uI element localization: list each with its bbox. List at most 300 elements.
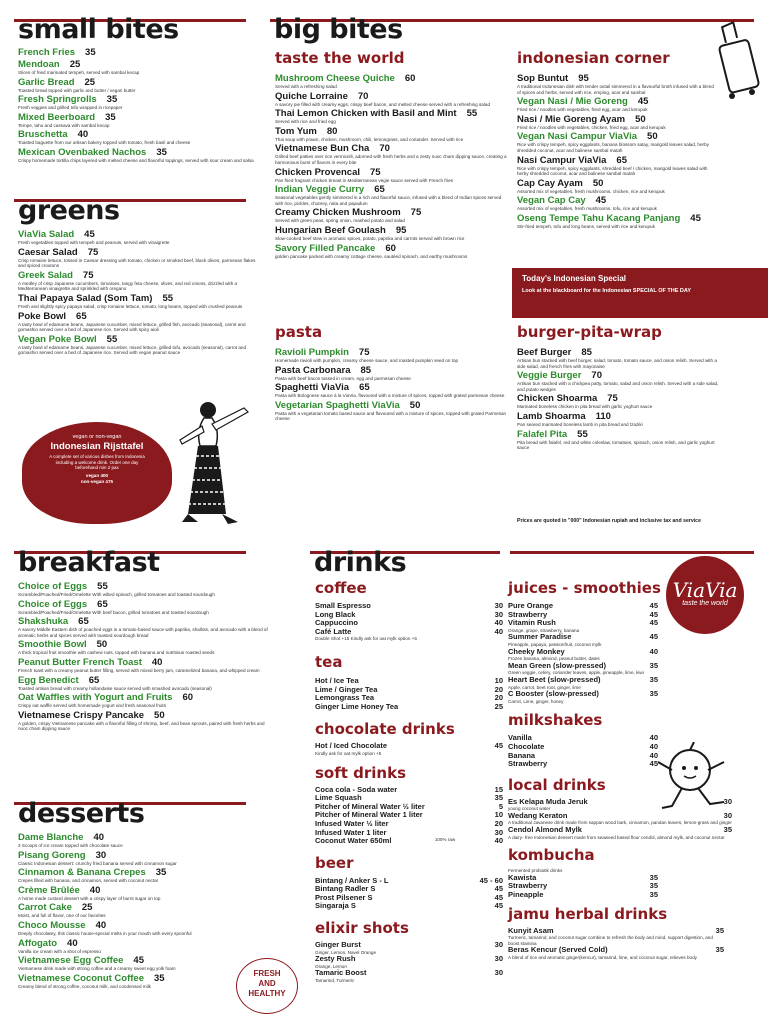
item-name: Choco Mousse (18, 919, 86, 931)
drink-name: Long Black (315, 609, 356, 619)
drink-price: 45 (649, 601, 658, 610)
drink-row (508, 633, 658, 642)
item-description: Moist, and full of flavor, one of our favorites (18, 913, 106, 919)
menu-item-head (18, 850, 240, 861)
menu-item-head (517, 195, 717, 206)
drink-description: Ginger, Lemon, Navel Orange (315, 949, 377, 955)
item-name: Egg Benedict (18, 674, 79, 686)
item-price: 70 (591, 370, 602, 382)
menu-item (18, 334, 264, 356)
item-description: Deeply chocolatey, this classic house-special melts in your mouth with every spoonful (18, 930, 192, 936)
item-description: Served with rice and fried egg (275, 119, 336, 125)
menu-item (18, 293, 264, 310)
item-price: 60 (182, 692, 194, 704)
menu-item-head (517, 370, 723, 381)
drink-name: Wedang Keraton (508, 810, 568, 820)
menu-item-head (275, 207, 507, 218)
item-description: A tasty bowl of edamame beans, Japanese cucumber, mixed lettuce, grilled fish, avocado (seasonal), carrot and gomashio served over a bed of Japanese rice. Served with spicy aioli (18, 321, 246, 333)
item-price: 50 (154, 709, 165, 721)
burger-section (517, 324, 723, 452)
menu-item (18, 885, 240, 902)
item-description: A medley of crisp Japanese cucumbers, tomatoes, tangy feta cheese, olives, and red onions, drizzled with a Mediterranean vinaigrette and sprinkled with oregano (18, 280, 238, 292)
item-price: 45 (690, 212, 701, 224)
subsection-title-indonesian: indonesian corner (517, 49, 670, 67)
item-name: Vegan Poke Bowl (18, 333, 97, 345)
item-description: Seasonal vegetables gently simmered in a rich and flavorful sauce, infused with a blend of Indian spices served with rice, pickles, chutney, raita and papadum (275, 195, 502, 206)
menu-item (18, 47, 266, 58)
menu-item-head (517, 178, 717, 189)
drink-row (315, 837, 503, 846)
drink-row (508, 648, 658, 657)
item-description: Assorted mix of vegetables, fresh mushrooms, tofu, rice and kerupuk (517, 206, 657, 212)
dancer-illustration (166, 396, 258, 531)
drink-price: 35 (494, 793, 503, 803)
item-price: 75 (410, 207, 422, 219)
menu-item (275, 167, 507, 184)
desserts-list (18, 832, 240, 989)
item-name: Poke Bowl (18, 310, 67, 322)
item-price: 75 (358, 347, 370, 358)
drink-name: Singaraja S (315, 901, 356, 911)
item-description: Pasta with beef bacon tossed in cream, egg and parmesan cheese (275, 375, 411, 381)
drink-price: 45 (649, 632, 658, 642)
drink-row (315, 902, 503, 911)
price-note: Prices are quoted in "000" Indonesian rupiah and inclusive tax and service (517, 518, 701, 524)
item-name: Fresh Springrolls (18, 94, 97, 106)
drink-row (508, 662, 658, 671)
drink-name: Cappuccino (315, 618, 358, 628)
drink-price: 45 (494, 901, 503, 911)
item-description: Thai soup with prawn, chicken, mushroom, chili, lemongrass, and coriander. Served with rice (275, 136, 464, 142)
small-bites-list (18, 47, 266, 164)
item-description: Crisp romaine lettuce, tossed in Caesar dressing with tomato, chicken or smoked beef, black olives, parmesan flakes and spiced croutons (18, 257, 256, 269)
drink-price: 20 (494, 684, 503, 694)
menu-item-head (275, 167, 507, 178)
item-price: 45 (84, 229, 95, 240)
menu-item (275, 243, 507, 260)
item-description: Pasta with a vegetarian tomato based sauce and flavoured with a mixture of spices, topped with grated Parmesan cheese (275, 410, 507, 422)
menu-item-head (18, 247, 264, 258)
menu-item (18, 675, 268, 692)
item-price: 40 (89, 884, 101, 896)
menu-item-head (517, 411, 723, 422)
item-price: 65 (97, 598, 108, 610)
item-price: 40 (67, 937, 78, 949)
menu-item (517, 213, 717, 230)
item-name: Mendoan (18, 59, 60, 70)
item-price: 35 (155, 867, 167, 879)
item-price: 80 (326, 125, 338, 137)
item-name: Carrot Cake (18, 902, 72, 914)
special-title: Today's Indonesian Special (522, 274, 627, 283)
menu-item-head (18, 675, 268, 686)
item-description: Pasta with Bolognese sauce à la ViaVia, flavoured with a mixture of spices, topped with grated parmesan cheese (275, 393, 505, 399)
drink-price: 10 (494, 675, 503, 685)
item-description: A tasty bowl of edamame beans, Japanese cucumber, mixed lettuce, grilled tofu, avocado (seasonal), carrot and gomashio served over a bed of Japanese rice. Served with vegan peanut sauce (18, 344, 247, 356)
drink-name: Pineapple (508, 890, 544, 900)
menu-item-head (517, 213, 717, 224)
drink-row (315, 742, 503, 751)
menu-item (18, 311, 264, 333)
item-price: 30 (95, 849, 107, 861)
item-name: Oseng Tempe Tahu Kacang Panjang (517, 212, 681, 224)
item-description: Scrambled/Poached/Fried/Omelette With beef bacon, grilled tomatoes and toasted sourdough (18, 609, 209, 615)
drink-row (315, 628, 503, 637)
drink-price: 20 (494, 693, 503, 703)
fresh-and-healthy-badge (236, 958, 298, 1014)
item-description: French toast with a creamy peanut butter filling, served with mixed berry jam, caramelized banana, and whipped cream (18, 667, 260, 673)
menu-item (18, 920, 240, 937)
item-price: 40 (77, 129, 89, 141)
drink-price: 30 (494, 968, 503, 978)
drink-price: 35 (649, 881, 658, 891)
drink-price: 35 (723, 825, 732, 835)
drink-name: Bintang Radler S (315, 884, 376, 894)
menu-item (18, 581, 268, 598)
subsection-title-local-drinks: local drinks (508, 775, 606, 794)
item-description: Artisan bun stacked with beef burger, salad, tomato, tomato sauce, and onion relish. Served with a side salad, and french fries with mayonaise (517, 358, 717, 369)
menu-item-head (517, 96, 717, 107)
item-name: Nasi Campur ViaVia (517, 154, 607, 166)
breakfast-section (18, 549, 268, 733)
item-price: 75 (370, 166, 381, 178)
menu-item-head (18, 129, 266, 140)
drink-price: 15 (494, 784, 503, 794)
drink-name: Café Latte (315, 626, 352, 636)
drink-name: C Booster (slow-pressed) (508, 689, 599, 699)
menu-item (275, 347, 507, 364)
drink-price: 45 (649, 618, 658, 628)
drink-price: 40 (649, 646, 658, 656)
item-price: 65 (76, 310, 87, 322)
viavia-logo (666, 556, 744, 634)
item-description: Served with a refreshing salad (275, 84, 337, 89)
item-name: French Fries (18, 47, 76, 58)
item-price: 45 (133, 955, 144, 967)
item-name: Caesar Salad (18, 246, 78, 258)
item-price: 75 (82, 269, 94, 281)
drink-price: 45 (649, 759, 658, 769)
menu-item-head (275, 91, 507, 102)
item-description: Served with green peas, spring onion, mashed potato and salad (275, 218, 405, 224)
menu-item-head (517, 73, 717, 84)
item-name: Shakshuka (18, 616, 69, 628)
drink-price: 30 (723, 810, 732, 820)
item-price: 60 (385, 242, 396, 254)
item-description: A home made custard dessert with a crispy layer of burnt sugar on top (18, 895, 161, 901)
drink-price: 35 (649, 872, 658, 882)
menu-item (18, 77, 266, 94)
drink-name: Summer Paradise (508, 632, 572, 642)
menu-item-head (18, 77, 266, 88)
item-name: Pisang Goreng (18, 849, 86, 861)
menu-item (275, 91, 507, 108)
drink-name: Strawberry (508, 881, 548, 891)
drink-name: Pure Orange (508, 601, 554, 610)
drink-row (508, 826, 732, 835)
burger-list (517, 347, 723, 451)
item-name: ViaVia Salad (18, 229, 75, 240)
drink-price: 40 (494, 618, 503, 628)
drink-name: Bintang / Anker S - L (315, 875, 389, 885)
drink-row (508, 927, 724, 936)
drink-price: 40 (649, 741, 658, 751)
item-price: 35 (154, 972, 165, 984)
item-description: Crispy homemade tortilla chips layered with melted cheese and flavorful toppings, served with sour cream and salsa (18, 157, 254, 163)
menu-item-head (18, 710, 268, 721)
drink-description: Pineapple, papaya, passionfruit, coconut mylk (508, 641, 602, 647)
menu-item-head (18, 692, 268, 703)
item-name: Creamy Chicken Mushroom (275, 207, 401, 219)
item-description: Tempe, tahu and cassava with sambal kecap (18, 122, 110, 128)
menu-item (517, 73, 717, 95)
drink-price: 40 (649, 733, 658, 743)
drink-name: Hot / Iced Chocolate (315, 741, 388, 751)
item-description: A traditional Indonesian dish with tender oxtail simmered in a flavourful broth infused with a blend of spices and herbs, served with rice, emping, acar and sambal (517, 84, 714, 95)
kombucha-note: Fermented probiotik drinks (508, 868, 563, 874)
big-bites-title-wrap (274, 16, 403, 43)
item-price: 35 (106, 94, 118, 106)
menu-item (18, 639, 268, 656)
item-price: 70 (379, 143, 390, 155)
drink-price: 45 (649, 609, 658, 619)
menu-item (517, 429, 723, 451)
subsection-title-soft-drinks: soft drinks (315, 763, 407, 782)
subsection-title-jamu: jamu herbal drinks (508, 904, 668, 923)
item-description: Fried rice / noodles with vegetables, chicken, fried egg, acar and kerupuk (517, 124, 666, 130)
menu-item-head (275, 400, 507, 411)
item-price: 25 (84, 76, 96, 88)
drink-name: Cendol Almond Mylk (508, 825, 582, 835)
menu-item (517, 155, 717, 177)
item-name: Falafel Pita (517, 428, 568, 440)
menu-item-head (18, 311, 264, 322)
drink-name: Es Kelapa Muda Jeruk (508, 796, 588, 806)
desserts-section (18, 800, 240, 990)
subsection-title-milkshakes: milkshakes (508, 711, 603, 730)
drink-name: Vitamin Rush (508, 618, 556, 628)
menu-item (18, 938, 240, 955)
drink-name: Lime Squash (315, 793, 362, 803)
menu-item-head (275, 365, 507, 376)
item-price: 35 (156, 146, 167, 158)
item-description: Fried rice / noodles with vegetables, fried egg, acar and kerupuk (517, 107, 648, 113)
drink-name: Ginger Lime Honey Tea (315, 701, 399, 711)
item-price: 45 (637, 96, 649, 108)
menu-item-head (18, 599, 268, 610)
subsection-title-chocolate: chocolate drinks (315, 720, 455, 739)
drink-name: Zesty Rush (315, 954, 356, 964)
item-description: Crepes filled with banana, and cinnamon, served with coconut nectar (18, 878, 159, 884)
fresh-word: FRESH (253, 969, 281, 978)
menu-item-head (18, 938, 240, 949)
item-description: Stir-fried tempeh, tofu and long beans, served with rice and kerupuk (517, 223, 655, 229)
special-of-the-day-box (512, 268, 768, 318)
drink-row (315, 969, 503, 978)
item-name: Indian Veggie Curry (275, 184, 365, 196)
menu-item-head (18, 885, 240, 896)
item-description: Creamy blend of strong coffee, coconut milk, and condensed milk (18, 983, 151, 989)
item-name: Pasta Carbonara (275, 364, 351, 376)
item-name: Thai Papaya Salad (Som Tam) (18, 292, 153, 304)
subsection-title-pasta: pasta (275, 323, 323, 341)
menu-item (517, 347, 723, 369)
menu-item (18, 147, 266, 164)
menu-item (18, 955, 240, 972)
drink-price: 40 (649, 750, 658, 760)
item-description: Pan seared marinated boneless lamb in pita bread and tzaziki (517, 421, 643, 427)
menu-item (275, 207, 507, 224)
suitcase-icon (718, 14, 762, 104)
item-description: A thick tropical fruit smoothie with cashew nuts, topped with banana and nutritious roasted seeds (18, 650, 215, 656)
menu-item-head (18, 867, 240, 878)
running-apple-illustration (650, 742, 740, 814)
menu-item-head (275, 184, 507, 195)
drink-price: 45 (494, 741, 503, 751)
item-description: Toasted bread topped with garlic and butter / vegan butter (18, 87, 136, 93)
drink-description: Apple, carrot, beet root, ginger, lime (508, 684, 581, 690)
item-name: Lamb Shoarma (517, 410, 586, 422)
item-description: Fresh and slightly spicy papaya salad, crisp romaine lettuce, tomato, long beans, topped with crushed peanuts (18, 303, 243, 309)
subsection-title-coffee: coffee (315, 579, 367, 597)
item-name: Vegan Nasi Campur ViaVia (517, 131, 638, 143)
item-price: 50 (647, 131, 658, 143)
menu-item (275, 365, 507, 382)
drink-price: 20 (494, 818, 503, 828)
menu-item (18, 657, 268, 674)
item-description: Vanilla ice cream with a shot of espresso (18, 948, 101, 954)
special-desc: Look at the blackboard for the Indonesian SPECIAL OF THE DAY (522, 288, 691, 294)
item-price: 50 (592, 177, 604, 189)
drink-name: Chocolate (508, 741, 545, 751)
tea-list (315, 677, 503, 711)
item-price: 40 (95, 919, 107, 931)
menu-item-head (18, 334, 264, 345)
indo-list (517, 73, 717, 230)
item-price: 50 (96, 639, 108, 651)
item-name: Vietnamese Egg Coffee (18, 955, 124, 967)
drink-description: Frozen banana, almond, peanut butter, dates (508, 656, 600, 662)
menu-item (18, 247, 264, 269)
menu-item-head (275, 382, 507, 393)
menu-item (18, 599, 268, 616)
drink-name: Ginger Burst (315, 940, 361, 950)
drink-price: 35 (649, 890, 658, 900)
drink-name: Beras Kencur (Served Cold) (508, 945, 608, 955)
menu-item-head (275, 108, 507, 119)
drink-name: Strawberry (508, 609, 548, 619)
drink-price: 30 (494, 954, 503, 964)
subsection-title-elixir: elixir shots (315, 919, 409, 938)
item-name: Beef Burger (517, 347, 572, 358)
drink-row (508, 946, 724, 955)
item-name: Choice of Eggs (18, 598, 88, 610)
item-name: Bruschetta (18, 129, 68, 141)
beer-list (315, 877, 503, 911)
drink-name: Tamaric Boost (315, 968, 367, 978)
rijsttafel-title: Indonesian Rijsttafel (50, 441, 144, 452)
item-price: 55 (97, 581, 108, 592)
drink-name: Infused Water ½ liter (315, 818, 389, 828)
item-name: Garlic Bread (18, 76, 75, 88)
menu-item (517, 393, 723, 410)
drink-row (315, 941, 503, 950)
item-description: Crispy oat waffle served with homemade yogurt and fresh seasonal fruits (18, 703, 167, 709)
item-description: Grilled beef patties over rice vermicelli, adorned with fresh herbs and a zesty nuoc cham dipping sauce, creating a harmonious burst of flavors in every bite (275, 154, 507, 165)
item-price: 65 (616, 154, 627, 166)
drink-description: A traditional Javanese drink made from sappan wood bark, cinnamon, pandan leaves, lemon-grass and ginger (508, 820, 732, 826)
item-name: Vegan Nasi / Mie Goreng (517, 96, 628, 108)
drink-row (315, 703, 503, 712)
item-price: 95 (578, 73, 589, 84)
greens-list (18, 229, 264, 356)
rijsttafel-vegan: vegan 400 (85, 472, 109, 478)
drinks-left-column (315, 580, 503, 984)
menu-item-head (275, 225, 507, 236)
menu-item (18, 129, 266, 146)
item-name: Ravioli Pumpkin (275, 347, 349, 358)
item-description: Artisan bun stacked with a chickpea patty, tomato, salad and onion relish. Served with a side salad, and potato wedges (517, 381, 719, 392)
item-name: Cinnamon & Banana Crepes (18, 867, 146, 879)
item-name: Vegetarian Spaghetti ViaVia (275, 399, 400, 411)
menu-item-head (517, 131, 717, 142)
subsection-title-kombucha: kombucha (508, 846, 595, 865)
drink-description: Tamarind, Turmeric (315, 978, 355, 984)
drink-price: 35 (649, 674, 658, 684)
menu-item (275, 382, 507, 399)
item-description: Scrambled/Poached/Fried/Omelette With wilted spinach, grilled tomatoes and toasted sourdough (18, 592, 215, 597)
drink-row (508, 676, 658, 685)
item-price: 45 (595, 195, 607, 207)
subsection-title-taste: taste the world (275, 49, 405, 67)
section-title-desserts: desserts (18, 798, 145, 829)
item-description: Marinated boneless chicken in pita bread with garlic yoghurt sauce (517, 404, 653, 410)
menu-item-head (275, 73, 507, 84)
drink-price: 10 (494, 810, 503, 820)
menu-item-head (18, 94, 266, 105)
item-name: Smoothie Bowl (18, 639, 87, 651)
menu-item (517, 96, 717, 113)
menu-item (517, 195, 717, 212)
drink-name: Cheeky Monkey (508, 646, 565, 656)
drinks-title-wrap (314, 549, 406, 576)
item-name: Cap Cay Ayam (517, 177, 583, 189)
item-name: Spaghetti ViaVia (275, 382, 350, 394)
drink-description: Carrot, Lime, ginger, honey (508, 698, 564, 704)
subsection-title-beer: beer (315, 853, 354, 872)
item-name: Savory Filled Pancake (275, 242, 376, 254)
menu-item (517, 411, 723, 428)
taste-list (275, 73, 507, 259)
drink-description: Orange, grape, strawberry, banana (508, 627, 580, 633)
breakfast-list (18, 581, 268, 732)
drink-price: 35 (715, 945, 724, 955)
and-word: AND (258, 979, 276, 988)
choc-list (315, 742, 503, 751)
item-price: 70 (357, 90, 369, 102)
small-bites-section (18, 16, 266, 165)
kombucha-list (508, 874, 658, 900)
drink-price: 40 (494, 626, 503, 636)
menu-item-head (18, 955, 240, 966)
drink-row (315, 955, 503, 964)
item-description: A golden, crispy Vietnamese pancake with a flavorful filling of shrimp, beef, and bean sprouts, paired with fresh herbs and nuoc cham dipping sauce (18, 720, 265, 732)
drink-name: Coconut Water 650ml (315, 836, 392, 846)
drink-price: 30 (494, 940, 503, 950)
item-description: Fresh veggies and grilled tofu wrapped in ricepaper (18, 105, 123, 111)
item-price: 95 (395, 224, 407, 236)
item-name: Affogato (18, 937, 58, 949)
